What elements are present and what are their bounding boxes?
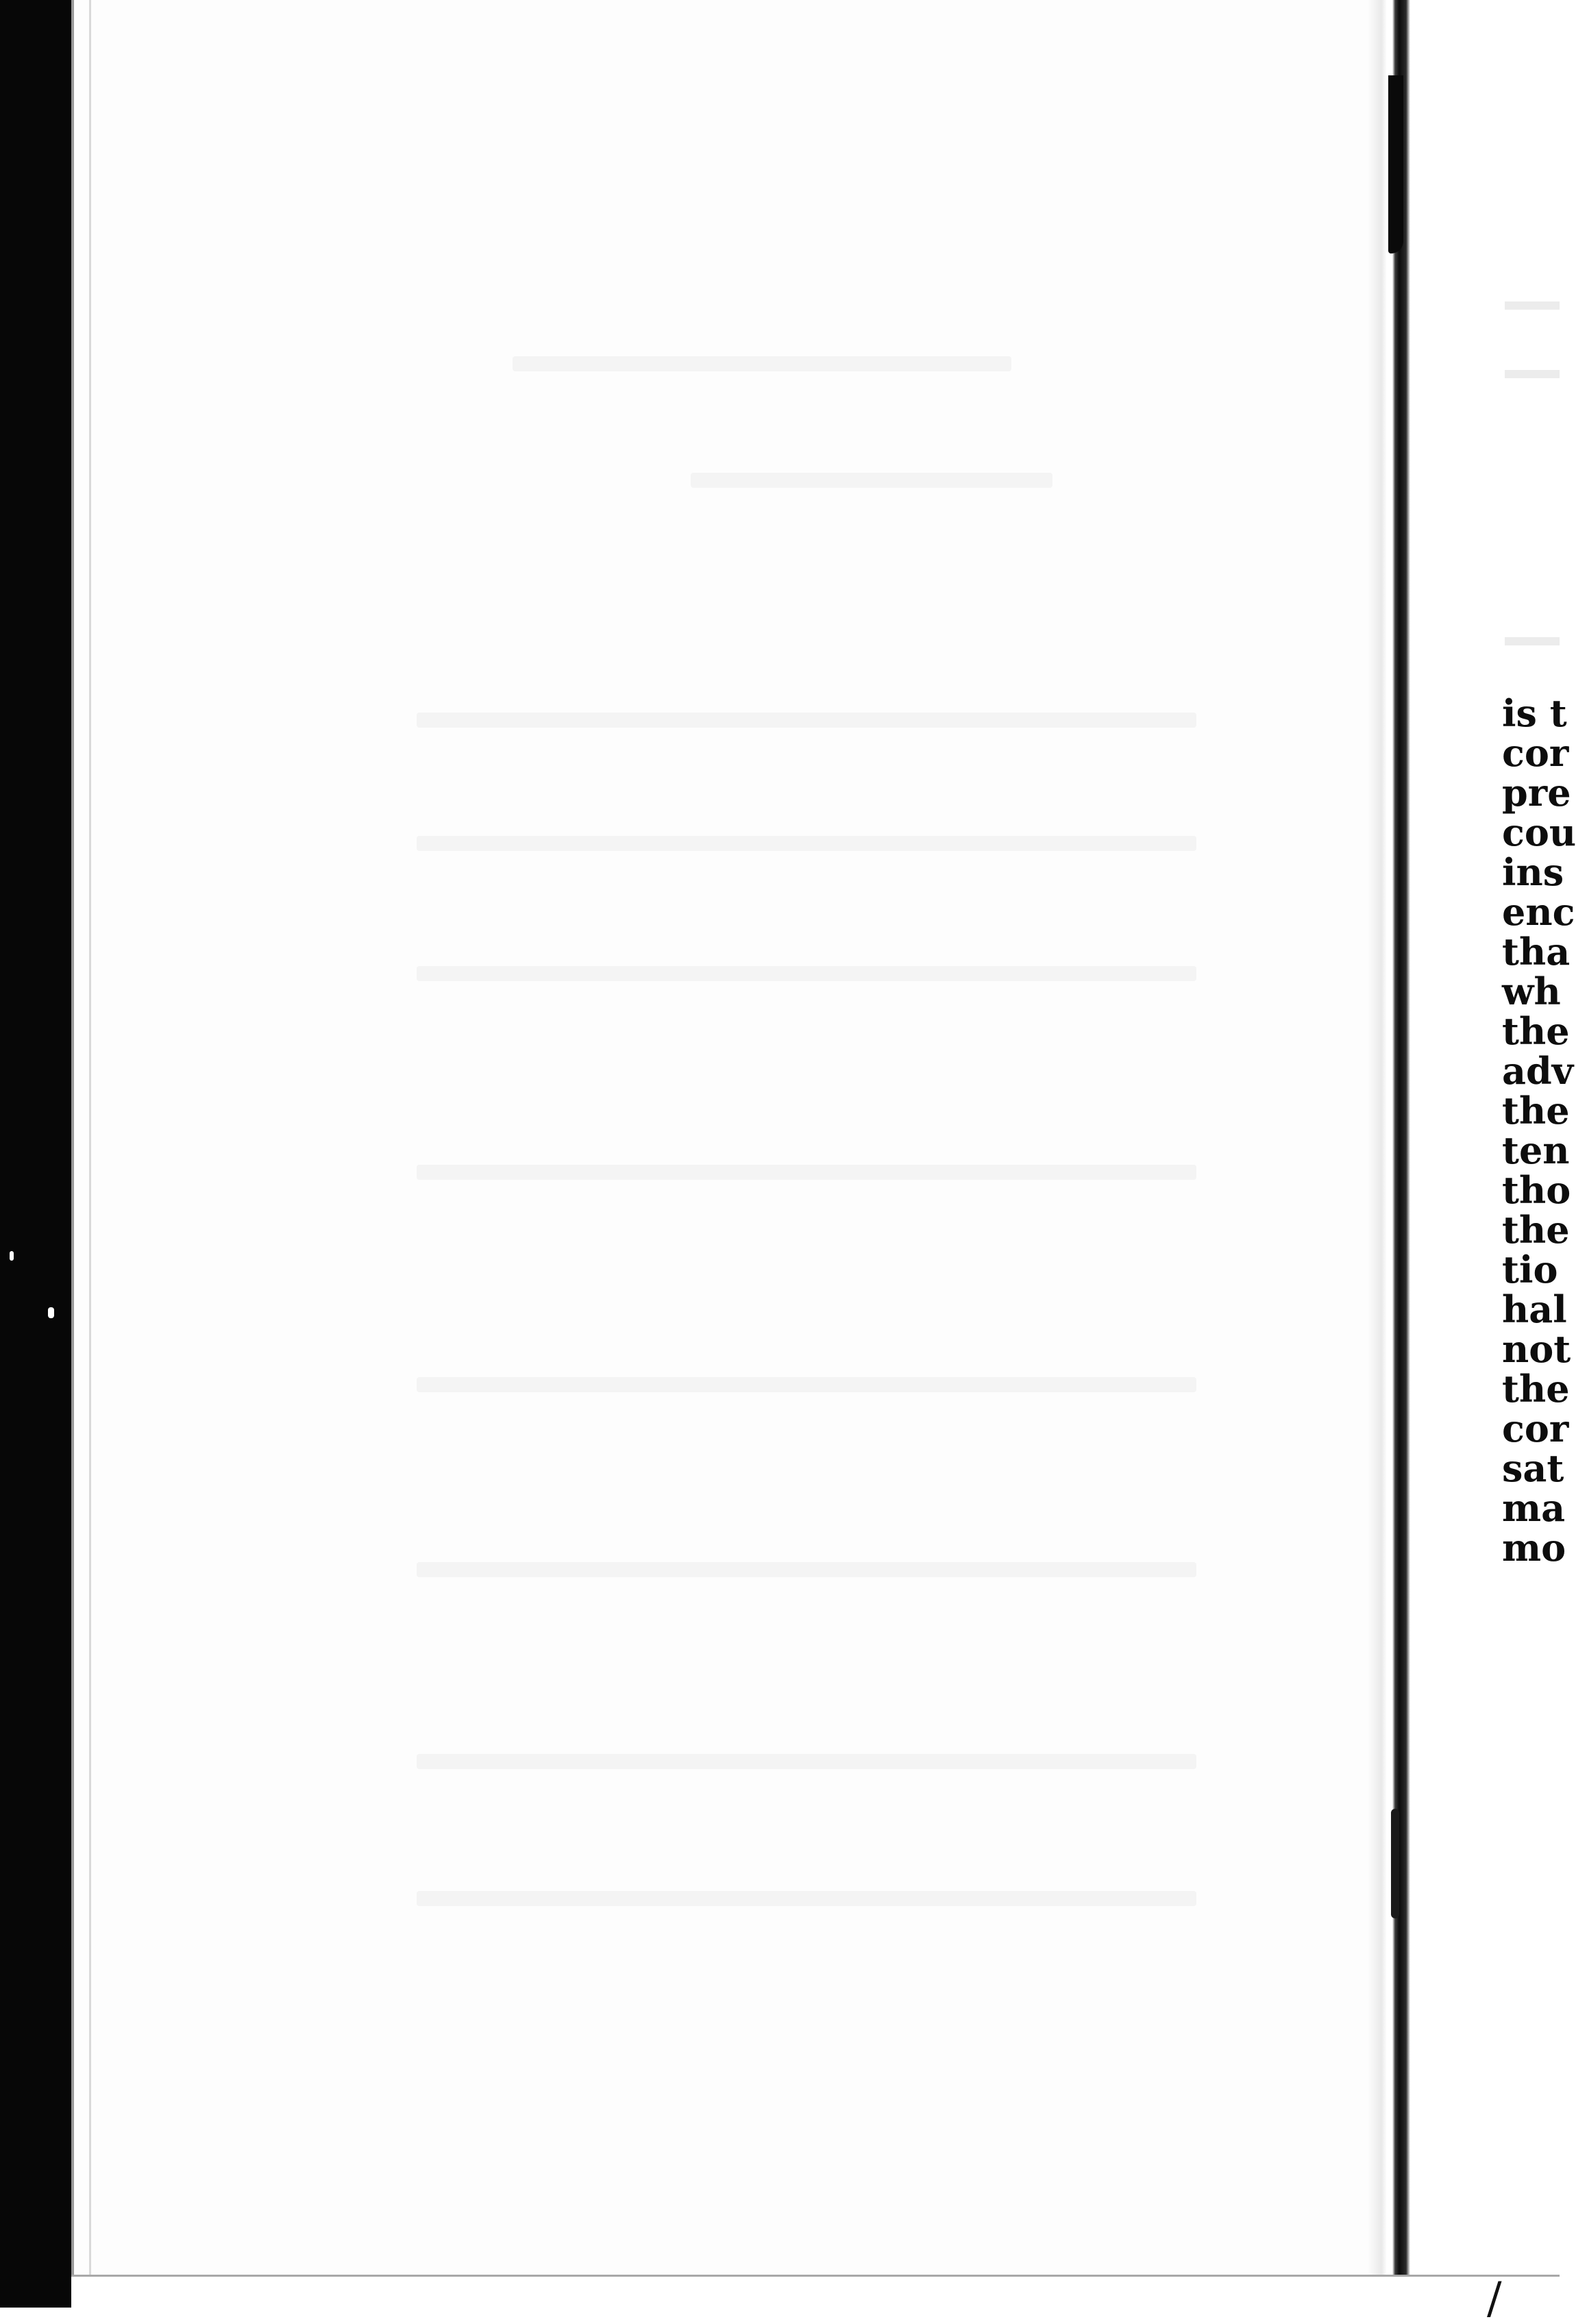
show-through-line — [417, 966, 1196, 981]
left-blank-page — [71, 0, 1368, 2275]
text-line: tio — [1502, 1248, 1558, 1291]
show-through-line — [417, 1165, 1196, 1180]
text-line: the — [1502, 1009, 1570, 1053]
text-line: cou — [1502, 811, 1576, 854]
text-line: enc — [1502, 890, 1575, 934]
show-through-line — [417, 1754, 1196, 1769]
margin-mark: / — [1487, 2273, 1502, 2324]
dust-speck — [10, 1251, 14, 1261]
text-line: cor — [1502, 731, 1569, 775]
text-line: tho — [1502, 1168, 1571, 1212]
show-through-line — [417, 836, 1196, 851]
text-line: the — [1502, 1208, 1570, 1252]
text-line: not — [1502, 1327, 1571, 1371]
text-line: is t — [1502, 691, 1567, 735]
text-line: ma — [1502, 1486, 1566, 1530]
text-line: tha — [1502, 930, 1571, 974]
text-line: pre — [1502, 771, 1571, 815]
right-text-page — [1416, 0, 1576, 2275]
show-through-line — [1505, 370, 1560, 378]
show-through-line — [417, 1562, 1196, 1577]
show-through-line — [691, 473, 1052, 488]
show-through-line — [417, 1891, 1196, 1906]
show-through-line — [513, 356, 1011, 371]
book-spine-gutter — [1368, 0, 1416, 2308]
text-line: mo — [1502, 1526, 1566, 1570]
show-through-line — [1505, 637, 1560, 645]
show-through-line — [417, 1377, 1196, 1392]
text-line: the — [1502, 1367, 1570, 1411]
text-line: cor — [1502, 1407, 1569, 1450]
show-through-line — [417, 713, 1196, 728]
page-edge-rule — [89, 0, 91, 2275]
text-line: adv — [1502, 1049, 1574, 1093]
show-through-line — [1505, 301, 1560, 310]
dust-speck — [48, 1307, 54, 1318]
text-line: hal — [1502, 1287, 1567, 1331]
text-line: ten — [1502, 1128, 1570, 1172]
text-line: ins — [1502, 850, 1564, 894]
cut-off-text-column — [1502, 693, 1576, 1568]
scanner-bed-edge — [0, 0, 71, 2308]
text-line: the — [1502, 1089, 1570, 1133]
text-line: wh — [1502, 969, 1561, 1013]
torn-page-edge — [1391, 1809, 1399, 1918]
torn-page-edge — [1388, 75, 1403, 254]
text-line: sat — [1502, 1446, 1564, 1490]
page-bottom-edge — [71, 2275, 1560, 2310]
